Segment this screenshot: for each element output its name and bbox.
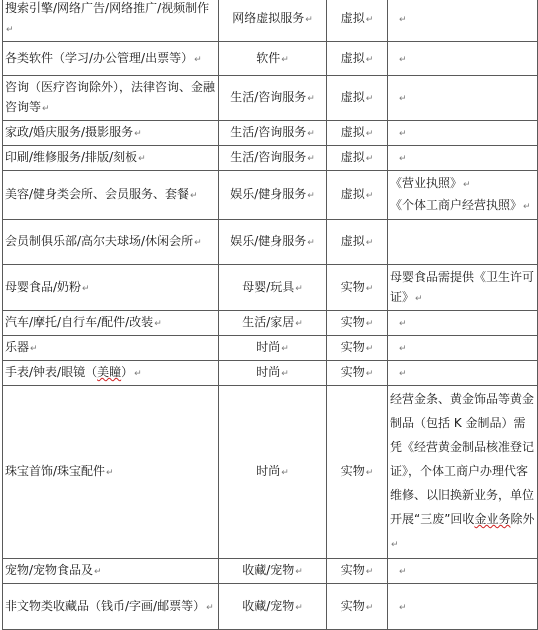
return-mark-icon: ↵ <box>134 369 142 379</box>
note-cell <box>388 171 538 220</box>
return-mark-icon: ↵ <box>399 15 407 25</box>
return-mark-icon: ↵ <box>307 191 315 201</box>
category-cell: 珠宝首饰/珠宝配件↵ <box>3 386 219 559</box>
type-cell: 收藏/宠物↵ <box>219 559 327 584</box>
table-row <box>3 386 538 559</box>
note-line: 《个体工商户经营执照》↵ <box>390 198 531 212</box>
kind-cell: 虚拟↵ <box>327 146 388 171</box>
kind-cell: 虚拟↵ <box>327 76 388 121</box>
kind-cell: 虚拟↵ <box>327 171 388 220</box>
return-mark-icon: ↵ <box>399 602 407 613</box>
type-cell: 软件↵ <box>219 42 327 76</box>
note-cell: 母婴食品需提供《卫生许可证》↵ <box>388 265 538 311</box>
return-mark-icon: ↵ <box>415 293 423 304</box>
kind-cell: 虚拟↵ <box>327 220 388 265</box>
kind-cell: 虚拟↵ <box>327 42 388 76</box>
return-mark-icon: ↵ <box>154 319 162 329</box>
category-cell: 会员制俱乐部/高尔夫球场/休闲会所↵ <box>3 220 219 265</box>
type-cell: 娱乐/健身服务↵ <box>219 171 327 220</box>
category-cell: 非文物类收藏品（钱币/字画/邮票等）↵ <box>3 584 219 630</box>
return-mark-icon: ↵ <box>365 191 374 201</box>
return-mark-icon: ↵ <box>399 54 407 65</box>
table-row <box>3 220 538 265</box>
return-mark-icon: ↵ <box>6 25 14 35</box>
note-cell <box>388 584 538 630</box>
return-mark-icon: ↵ <box>307 154 315 164</box>
category-cell: 乐器↵ <box>3 336 219 361</box>
type-cell: 生活/咨询服务↵ <box>219 121 327 146</box>
note-cell <box>388 76 538 121</box>
spellcheck-underline: 金业务 <box>474 512 511 526</box>
return-mark-icon: ↵ <box>365 54 374 65</box>
return-mark-icon: ↵ <box>295 319 303 329</box>
category-cell: 家政/婚庆服务/摄影服务↵ <box>3 121 219 146</box>
type-cell: 收藏/宠物↵ <box>219 584 327 630</box>
return-mark-icon: ↵ <box>399 319 407 329</box>
category-cell: 母婴食品/奶粉↵ <box>3 265 219 311</box>
note-line: 《营业执照》↵ <box>390 176 471 190</box>
return-mark-icon: ↵ <box>365 129 374 139</box>
return-mark-icon: ↵ <box>295 602 303 613</box>
return-mark-icon: ↵ <box>399 344 407 354</box>
kind-cell: 虚拟↵ <box>327 0 388 42</box>
return-mark-icon: ↵ <box>391 540 399 550</box>
return-mark-icon: ↵ <box>94 567 102 577</box>
table-row <box>3 121 538 146</box>
table-row <box>3 146 538 171</box>
type-cell: 母婴/玩具↵ <box>219 265 327 311</box>
category-cell: 美容/健身类会所、会员服务、套餐↵ <box>3 171 219 220</box>
category-cell: 印刷/维修服务/排版/刻板↵ <box>3 146 219 171</box>
return-mark-icon: ↵ <box>399 129 407 139</box>
note-cell <box>388 559 538 584</box>
return-mark-icon: ↵ <box>365 15 374 25</box>
return-mark-icon: ↵ <box>281 344 289 354</box>
return-mark-icon: ↵ <box>305 15 313 25</box>
note-cell: 经营金条、黄金饰品等黄金制品（包括 K 金制品）需凭《经营黄金制品核准登记证》，个体工商户办理代客维修、以旧换新业务，单位开展“三废”回收金业务除外↵ <box>388 386 538 559</box>
kind-cell: 实物↵ <box>327 559 388 584</box>
return-mark-icon: ↵ <box>399 567 407 577</box>
note-cell <box>388 0 538 42</box>
table-row <box>3 559 538 584</box>
return-mark-icon: ↵ <box>194 238 202 248</box>
return-mark-icon: ↵ <box>106 468 114 478</box>
kind-cell: 实物↵ <box>327 336 388 361</box>
return-mark-icon: ↵ <box>42 104 50 114</box>
type-cell: 时尚↵ <box>219 386 327 559</box>
table-row <box>3 361 538 386</box>
kind-cell: 虚拟↵ <box>327 121 388 146</box>
note-cell <box>388 42 538 76</box>
type-cell: 娱乐/健身服务↵ <box>219 220 327 265</box>
table-row <box>3 584 538 630</box>
return-mark-icon: ↵ <box>523 202 531 212</box>
type-cell: 网络虚拟服务↵ <box>219 0 327 42</box>
return-mark-icon: ↵ <box>399 94 407 104</box>
table-row <box>3 311 538 336</box>
return-mark-icon: ↵ <box>138 154 146 164</box>
return-mark-icon: ↵ <box>30 344 38 354</box>
category-cell: 宠物/宠物食品及↵ <box>3 559 219 584</box>
note-cell <box>388 146 538 171</box>
return-mark-icon: ↵ <box>190 191 198 201</box>
return-mark-icon: ↵ <box>134 129 142 139</box>
note-cell <box>388 336 538 361</box>
return-mark-icon: ↵ <box>206 602 214 613</box>
return-mark-icon: ↵ <box>295 283 303 294</box>
return-mark-icon: ↵ <box>365 283 374 294</box>
return-mark-icon: ↵ <box>82 283 90 294</box>
return-mark-icon: ↵ <box>365 567 374 577</box>
table-row <box>3 76 538 121</box>
kind-cell: 实物↵ <box>327 584 388 630</box>
return-mark-icon: ↵ <box>281 54 289 65</box>
return-mark-icon: ↵ <box>307 238 315 248</box>
return-mark-icon: ↵ <box>365 369 374 379</box>
return-mark-icon: ↵ <box>307 129 315 139</box>
return-mark-icon: ↵ <box>295 567 303 577</box>
category-cell: 各类软件（学习/办公管理/出票等）↵ <box>3 42 219 76</box>
type-cell: 时尚↵ <box>219 361 327 386</box>
table-row <box>3 42 538 76</box>
category-table <box>2 0 538 630</box>
type-cell: 生活/咨询服务↵ <box>219 76 327 121</box>
note-cell <box>388 361 538 386</box>
kind-cell: 实物↵ <box>327 361 388 386</box>
table-row <box>3 0 538 42</box>
table-row <box>3 171 538 220</box>
return-mark-icon: ↵ <box>281 468 289 478</box>
kind-cell: 实物↵ <box>327 311 388 336</box>
table-row <box>3 265 538 311</box>
category-cell: 手表/钟表/眼镜（美瞳）↵ <box>3 361 219 386</box>
return-mark-icon: ↵ <box>463 180 471 190</box>
type-cell: 生活/家居↵ <box>219 311 327 336</box>
return-mark-icon: ↵ <box>399 369 407 379</box>
return-mark-icon: ↵ <box>365 602 374 613</box>
type-cell: 时尚↵ <box>219 336 327 361</box>
return-mark-icon: ↵ <box>365 344 374 354</box>
return-mark-icon: ↵ <box>307 94 315 104</box>
table-row <box>3 336 538 361</box>
return-mark-icon: ↵ <box>365 468 374 478</box>
note-cell <box>388 311 538 336</box>
return-mark-icon: ↵ <box>399 154 407 164</box>
note-cell <box>388 220 538 265</box>
kind-cell: 实物↵ <box>327 386 388 559</box>
category-cell: 搜索引擎/网络广告/网络推广/视频制作↵ <box>3 0 219 42</box>
return-mark-icon: ↵ <box>365 94 374 104</box>
return-mark-icon: ↵ <box>194 54 202 65</box>
kind-cell: 实物↵ <box>327 265 388 311</box>
category-cell: 汽车/摩托/自行车/配件/改装↵ <box>3 311 219 336</box>
note-cell <box>388 121 538 146</box>
return-mark-icon: ↵ <box>365 238 374 248</box>
spellcheck-underline: 美瞳 <box>97 365 122 379</box>
return-mark-icon: ↵ <box>281 369 289 379</box>
return-mark-icon: ↵ <box>365 319 374 329</box>
category-cell: 咨询（医疗咨询除外），法律咨询、金融咨询等↵ <box>3 76 219 121</box>
type-cell: 生活/咨询服务↵ <box>219 146 327 171</box>
return-mark-icon: ↵ <box>365 154 374 164</box>
